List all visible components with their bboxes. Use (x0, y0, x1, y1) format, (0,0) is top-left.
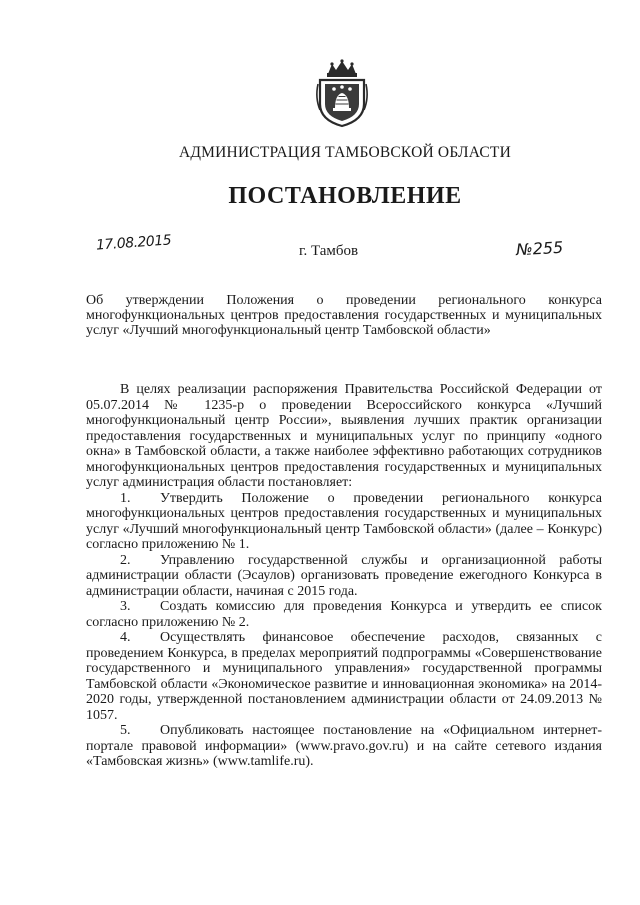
numbered-item-3 (86, 599, 602, 630)
item-text: Опубликовать настоящее постановление на «Официальном интернет-портале правовой информации» (www.pravo.gov.ru) и на сайте сетевого издания «Тамбовская жизнь» (www.tamlife.ru). (86, 723, 602, 769)
preamble-paragraph: В целях реализации распоряжения Правительства Российской Федерации от 05.07.2014 № 1235-р о проведении Всероссийского конкурса «Лучший многофункциональный центр России», выявления лучших практик организации предоставления государственных и муниципальных услуг по принципу «одного окна» в Тамбовской области, а также наиболее эффективно работающих сотрудников многофункциональных центров предоставления государственных и муниципальных услуг администрация области постановляет: (86, 382, 602, 490)
numbered-item-4 (86, 630, 602, 723)
numbered-item-2 (86, 553, 602, 600)
document-city: г. Тамбов (299, 243, 359, 259)
tambov-coat-of-arms-icon (314, 58, 370, 128)
item-text: Осуществлять финансовое обеспечение расходов, связанных с проведением Конкурса, в пределах мероприятий подпрограммы «Совершенствование государственного и муниципального управления» государственной программы Тамбовской области «Экономическое развитие и инновационная экономика» на 2014-2020 годы, утвержденной постановлением администрации области от 24.09.2013 № 1057. (86, 630, 602, 723)
item-number: 1. (120, 490, 131, 506)
document-type-title: ПОСТАНОВЛЕНИЕ (228, 183, 462, 209)
organization-name: АДМИНИСТРАЦИЯ ТАМБОВСКОЙ ОБЛАСТИ (179, 144, 511, 161)
numbered-item-1 (86, 491, 602, 553)
item-text: Управлению государственной службы и организационной работы администрации области (Эсаулов) организовать проведение ежегодного Конкурса в администрации области, начиная с 2015 года. (86, 552, 602, 599)
document-body (86, 382, 602, 770)
item-number: 2. (120, 552, 131, 568)
item-number: 4. (120, 630, 131, 645)
item-text: Создать комиссию для проведения Конкурса и утвердить ее список согласно приложению № 2. (86, 599, 602, 630)
document-number: №255 (515, 237, 564, 260)
item-text: Утвердить Положение о проведении регионального конкурса многофункциональных центров предоставления государственных и муниципальных услуг «Лучший многофункциональный центр Тамбовской области» (далее – Конкурс) согласно приложению № 1. (86, 490, 602, 552)
document-subject: Об утверждении Положения о проведении регионального конкурса многофункциональных центров предоставления государственных и муниципальных услуг «Лучший многофункциональный центр Тамбовской области» (86, 293, 602, 338)
document-date: 17.08.2015 (95, 232, 172, 254)
numbered-item-5 (86, 723, 602, 770)
item-number: 3. (120, 599, 131, 614)
item-number: 5. (120, 723, 131, 738)
